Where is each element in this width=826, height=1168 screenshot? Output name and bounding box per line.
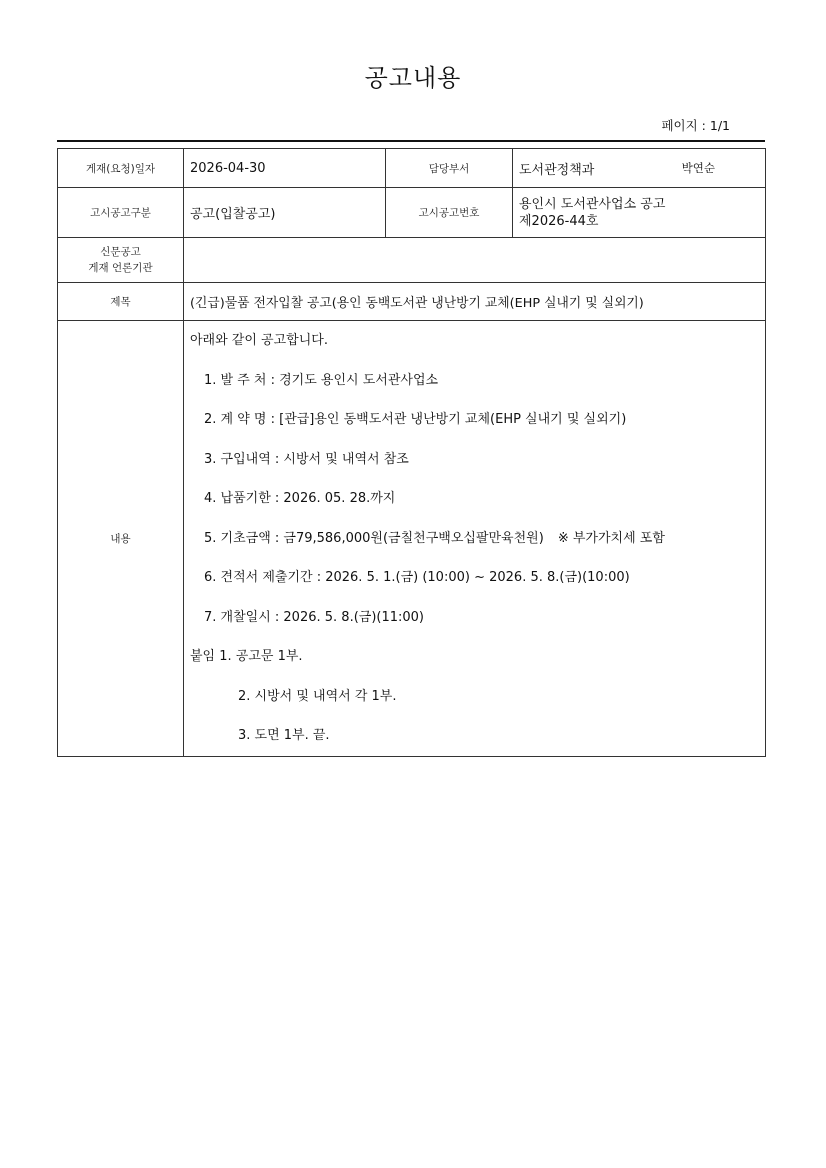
notice-no-line2: 제2026-44호 [519,213,599,229]
content-body [184,321,766,757]
dept-label: 담당부서 [386,149,513,188]
attachment-3: 3. 도면 1부. 끝. [238,728,330,743]
attachment-1: 붙임 1. 공고문 1부. [190,649,303,664]
vat-note: ※ 부가가치세 포함 [557,530,665,546]
attachment-2: 2. 시방서 및 내역서 각 1부. [238,688,397,704]
media-label-line2: 게재 언론기관 [88,262,153,274]
content-item-5 [190,519,759,559]
notice-no-label: 고시공고번호 [386,188,513,238]
post-date-label: 게재(요청)일자 [58,149,184,188]
table-row [58,321,766,757]
content-item: 4. 납품기한 : 2026. 05. 28.까지 [204,491,396,506]
notice-no-line1: 용인시 도서관사업소 공고 [519,196,666,212]
content-intro: 아래와 같이 공고합니다. [190,333,328,348]
content-item: 7. 개찰일시 : 2026. 5. 8.(금)(11:00) [204,609,425,625]
page-number: 페이지 : 1/1 [661,118,730,133]
table-row [58,238,766,283]
content-item: 6. 견적서 제출기간 : 2026. 5. 1.(금) (10:00) ~ 2026. 5. 8.(금)(10:00) [204,570,630,585]
category-value: 공고(입찰공고) [184,188,386,238]
table-row [58,283,766,321]
content-item: 3. 구입내역 : 시방서 및 내역서 참조 [204,451,409,467]
notice-no-cell [513,188,766,238]
media-label-line1: 신문공고 [100,246,141,258]
header-divider [57,140,765,142]
content-item: 2. 계 약 명 : [관급]용인 동백도서관 냉난방기 교체(EHP 실내기 및 실외기) [204,412,627,427]
category-label: 고시공고구분 [58,188,184,238]
dept-cell [513,149,766,188]
subject-label: 제목 [58,283,184,321]
subject-value: (긴급)물품 전자입찰 공고(용인 동백도서관 냉난방기 교체(EHP 실내기 및 실외기) [184,283,766,321]
content-label: 내용 [58,321,184,757]
table-row [58,188,766,238]
notice-form-table [57,148,766,757]
person-name: 박연순 [681,161,715,175]
content-item: 1. 발 주 처 : 경기도 용인시 도서관사업소 [204,372,439,388]
page-title: 공고내용 [364,64,462,92]
content-item: 5. 기초금액 : 금79,586,000원(금칠천구백오십팔만육천원) [204,530,544,546]
post-date-value: 2026-04-30 [184,149,386,188]
table-row [58,149,766,188]
media-value [184,238,766,283]
media-label [58,238,184,283]
dept-value: 도서관정책과 [519,162,595,178]
